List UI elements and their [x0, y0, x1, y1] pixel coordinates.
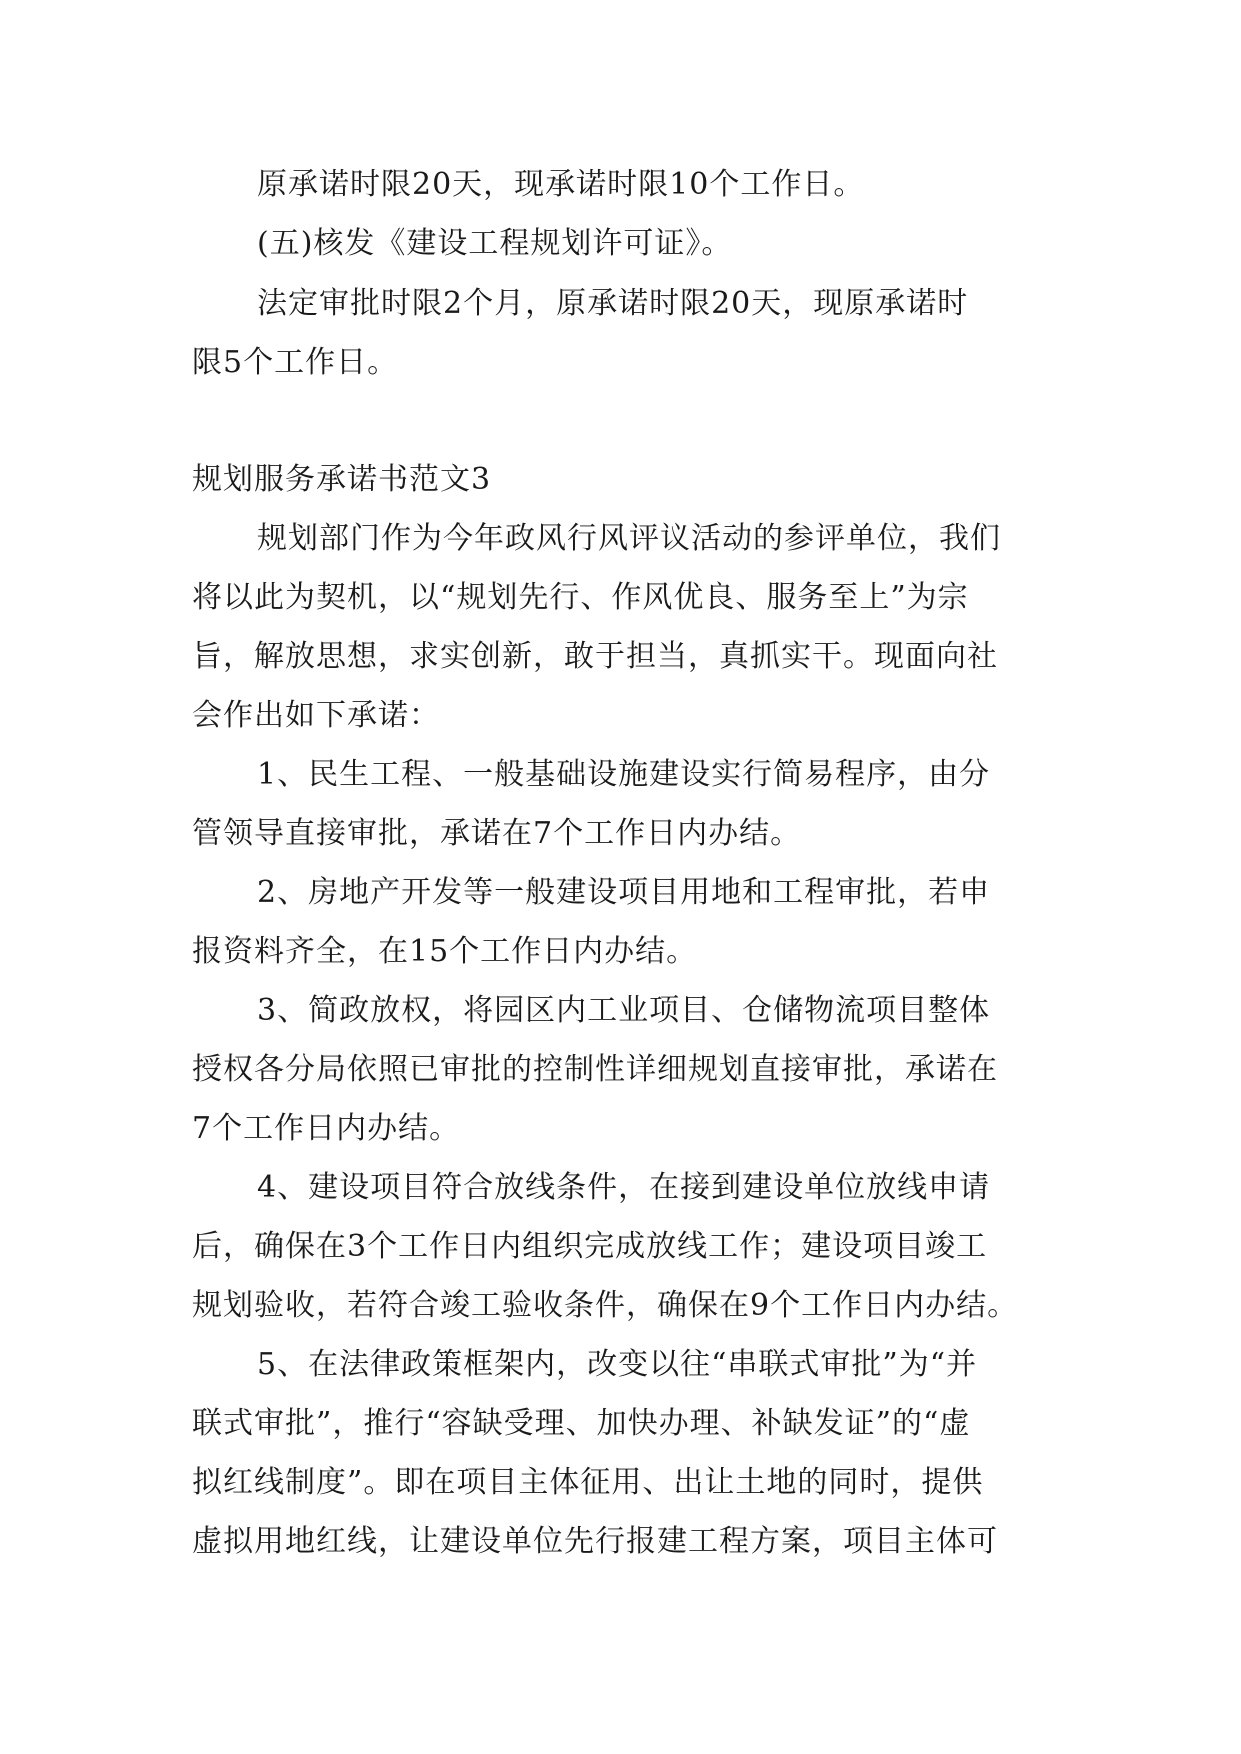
paragraph-line: 1、民生工程、一般基础设施建设实行简易程序，由分 — [257, 757, 991, 792]
paragraph-line: 虚拟用地红线，让建设单位先行报建工程方案，项目主体可 — [192, 1524, 998, 1559]
paragraph-line: 旨，解放思想，求实创新，敢于担当，真抓实干。现面向社 — [192, 639, 998, 674]
paragraph-line: 规划部门作为今年政风行风评议活动的参评单位，我们 — [257, 521, 1001, 556]
paragraph-line: 会作出如下承诺： — [192, 698, 440, 733]
paragraph-line: 7个工作日内办结。 — [192, 1111, 461, 1146]
paragraph-line: 法定审批时限2个月，原承诺时限20天，现原承诺时 — [257, 286, 969, 321]
paragraph-line: 2、房地产开发等一般建设项目用地和工程审批，若申 — [257, 875, 991, 910]
paragraph-line: 管领导直接审批，承诺在7个工作日内办结。 — [192, 816, 802, 851]
paragraph-line: (五)核发《建设工程规划许可证》。 — [257, 226, 733, 261]
section-heading: 规划服务承诺书范文3 — [192, 462, 492, 497]
paragraph-line: 原承诺时限20天，现承诺时限10个工作日。 — [257, 167, 865, 202]
paragraph-line: 联式审批”，推行“容缺受理、加快办理、补缺发证”的“虚 — [192, 1406, 971, 1441]
paragraph-line: 将以此为契机，以“规划先行、作风优良、服务至上”为宗 — [192, 580, 969, 615]
paragraph-line: 授权各分局依照已审批的控制性详细规划直接审批，承诺在 — [192, 1052, 998, 1087]
paragraph-line: 规划验收，若符合竣工验收条件，确保在9个工作日内办结。 — [192, 1288, 1019, 1323]
paragraph-line: 后，确保在3个工作日内组织完成放线工作；建设项目竣工 — [192, 1229, 988, 1264]
paragraph-line: 4、建设项目符合放线条件，在接到建设单位放线申请 — [257, 1170, 991, 1205]
paragraph-line: 3、简政放权，将园区内工业项目、仓储物流项目整体 — [257, 993, 991, 1028]
paragraph-line: 限5个工作日。 — [192, 345, 399, 380]
paragraph-line: 拟红线制度”。即在项目主体征用、出让土地的同时，提供 — [192, 1465, 984, 1500]
paragraph-line: 5、在法律政策框架内，改变以往“串联式审批”为“并 — [257, 1347, 978, 1382]
paragraph-line: 报资料齐全，在15个工作日内办结。 — [192, 934, 698, 969]
